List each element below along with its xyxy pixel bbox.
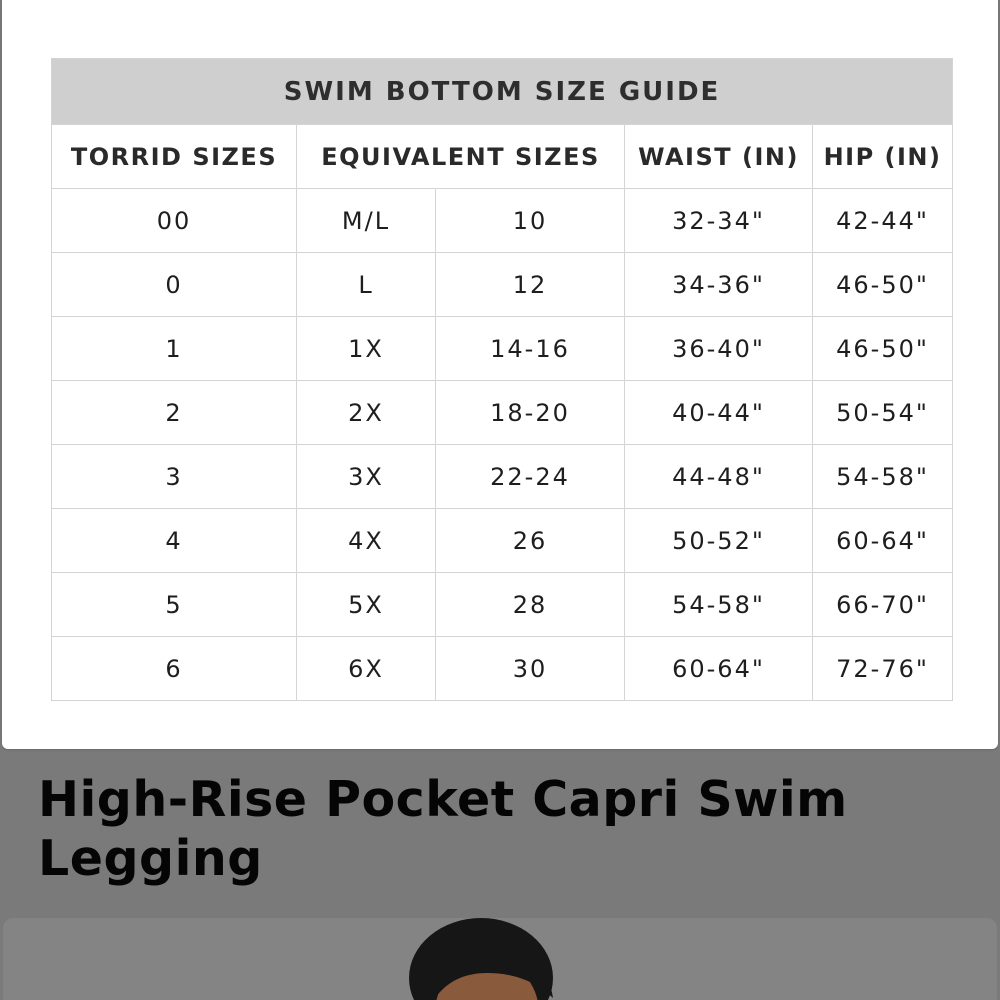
table-row <box>52 445 953 509</box>
size-guide-table <box>51 58 953 701</box>
cell-waist: 50-52" <box>625 509 813 573</box>
table-row <box>52 637 953 701</box>
cell-hip: 60-64" <box>813 509 953 573</box>
cell-letter-size: 3X <box>297 445 436 509</box>
table-title-row <box>52 59 953 125</box>
cell-torrid-size: 00 <box>52 189 297 253</box>
table-row <box>52 381 953 445</box>
cell-numeric-size: 26 <box>436 509 625 573</box>
cell-hip: 42-44" <box>813 189 953 253</box>
table-row <box>52 189 953 253</box>
size-guide-modal <box>2 0 998 749</box>
table-row <box>52 509 953 573</box>
table-row <box>52 317 953 381</box>
cell-torrid-size: 0 <box>52 253 297 317</box>
cell-waist: 40-44" <box>625 381 813 445</box>
cell-torrid-size: 4 <box>52 509 297 573</box>
cell-letter-size: 1X <box>297 317 436 381</box>
cell-torrid-size: 6 <box>52 637 297 701</box>
table-row <box>52 253 953 317</box>
cell-hip: 46-50" <box>813 317 953 381</box>
table-row <box>52 573 953 637</box>
cell-torrid-size: 3 <box>52 445 297 509</box>
cell-hip: 46-50" <box>813 253 953 317</box>
cell-letter-size: 2X <box>297 381 436 445</box>
cell-hip: 50-54" <box>813 381 953 445</box>
size-guide-title: SWIM BOTTOM SIZE GUIDE <box>52 59 953 125</box>
header-waist: WAIST (IN) <box>625 125 813 189</box>
cell-waist: 36-40" <box>625 317 813 381</box>
cell-torrid-size: 2 <box>52 381 297 445</box>
cell-letter-size: L <box>297 253 436 317</box>
cell-waist: 60-64" <box>625 637 813 701</box>
cell-letter-size: M/L <box>297 189 436 253</box>
cell-numeric-size: 14-16 <box>436 317 625 381</box>
cell-waist: 54-58" <box>625 573 813 637</box>
product-title: High-Rise Pocket Capri Swim Legging <box>38 771 848 887</box>
cell-numeric-size: 22-24 <box>436 445 625 509</box>
product-image[interactable] <box>3 918 997 1000</box>
cell-numeric-size: 28 <box>436 573 625 637</box>
cell-numeric-size: 10 <box>436 189 625 253</box>
cell-waist: 32-34" <box>625 189 813 253</box>
cell-waist: 34-36" <box>625 253 813 317</box>
cell-letter-size: 5X <box>297 573 436 637</box>
cell-numeric-size: 12 <box>436 253 625 317</box>
cell-hip: 72-76" <box>813 637 953 701</box>
table-header-row <box>52 125 953 189</box>
header-equivalent-sizes: EQUIVALENT SIZES <box>297 125 625 189</box>
header-torrid-sizes: TORRID SIZES <box>52 125 297 189</box>
cell-hip: 66-70" <box>813 573 953 637</box>
cell-numeric-size: 30 <box>436 637 625 701</box>
cell-torrid-size: 5 <box>52 573 297 637</box>
cell-letter-size: 4X <box>297 509 436 573</box>
product-photo-model-icon <box>407 918 555 1000</box>
header-hip: HIP (IN) <box>813 125 953 189</box>
cell-numeric-size: 18-20 <box>436 381 625 445</box>
cell-waist: 44-48" <box>625 445 813 509</box>
cell-letter-size: 6X <box>297 637 436 701</box>
cell-torrid-size: 1 <box>52 317 297 381</box>
cell-hip: 54-58" <box>813 445 953 509</box>
